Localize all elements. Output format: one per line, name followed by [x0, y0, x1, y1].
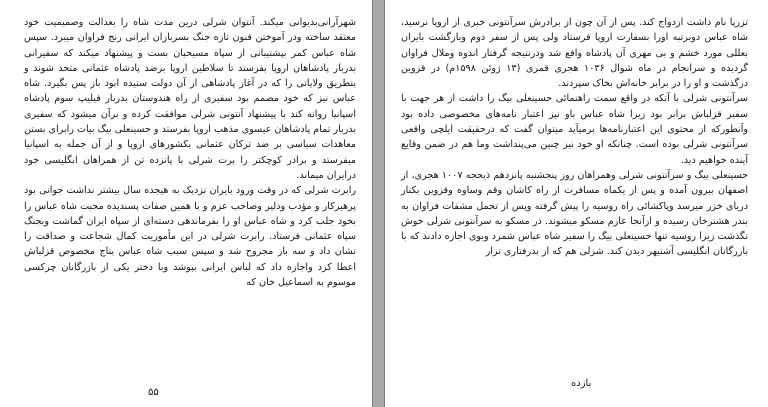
right-paragraph-1: تزرپا نام داشت ازدواج کند. پس از آن چون از برادرش سرآنتونی خبری از اروپا نرسید، شاه عباس دوبرتبه اورا بسفارت اروپا فرستاد ولی پس از سفر دوم وبازگشت بایران بعللی مورد خشم و بی مهری آن پادشاه واقع شد ودرنتیجه گرفتار اندوه وملال فراوان گردیده و سرانجام در ماه شوال ۱۰۳۶ هجری قمری (۱۳ ژوئن ۱۵۹۸م) در قزوین درگذشت و او را در برابر خانه‌اش بخاک سپردند. [401, 17, 748, 90]
right-page-text [401, 15, 748, 260]
right-paragraph-3: حسینعلی بیگ و سرآنتونی شرلی وهمراهان روز پنجشنبه پانزدهم ذیحجه ۱۰۰۷ هجری، از اصفهان بیرون آمده و پس از یکماه مسافرت از راه کاشان وقم وساوه وقزوین بکنار دریای خزر میرسد وپاکشائی راه روسیه را پیش گرفته وپس از تحمل مشقات فراوان به بندر هشترخان رسیده و ازآنجا عازم مسکو میشوند. در مسکو به سرآنتونی شرلی خوش نگذشت زیرا روسیه تنها حسینعلی بیگ را سفیر شاه عباس شمرد وبوی اجازه دادند که با بازرگانان انگلیسی آشتیهر دیدن کند. شرلی هم که از بدرفتاری تزار [401, 169, 748, 258]
left-page-text [24, 15, 356, 290]
right-page-number: بازده [571, 378, 592, 389]
right-paragraph-2: سرآنتونی شرلی با آنکه در واقع سمت راهنمائی حسینعلی بیگ را داشت از هر جهت با سفیر قزلباش برابر بود زیرا شاه عباس باو نیز اعتبار نامه‌های مخصوصی داده بود وآنطورکه از محتوی این اعتبارنامه‌ها برمیآید میتوان گفت که درحقیقت ایلچی واقعی سرآنتونی شرلی بوده است. چنانکه او خود نیز چنین می‌پنداشت وما هم در ضمن وقایع آینده خواهیم دید. [401, 93, 748, 166]
left-page-number: ۵۵ [148, 387, 159, 398]
left-paragraph-1: شهرآرانی‌بدیوانی میکند. آنتوان شرلی درین مدت شاه را بعدالت وصمیمیت خود معتقد ساخته ودر آموختن فنون تازه جنگ بسربازان ایرانی رنج فراوان میبرد. سپس شاه عباس کمر بپشتیبانی از سپاه مسیحیان بست و پیشنهاد میکند که سفیرانی بدربار پادشاهان اروپا بفرستد تا سلاطین اروپا برضد پادشاه عثمانی متحد شوند و بنطریق ولایاتی را که در آغاز پادشاهی از آن دولت ستیده ابود باز پس بگیرد. شاه عباس نیز که خود مصمم بود سفیری از راه هندوستان بدربار فیلیپ سوم پادشاه اسپانیا روانه کند با پیشنهاد آنتونی شرلی موافقت کرده و برآن میشود که سفیری بدربار تمام پادشاهان عیسوی مذهب اروپا بفرستد و حسینعلی بیگ بیات رابرای بستن معاهدات سیاسی بر ضد ترکان عثمانی بکشورهای اروپا و از آن جمله به اسپانیا میفرستد و برادر کوچکتر را برت شرلی با پانزده تن از همراهان انگلیسی خود درایران میماند. [24, 17, 356, 181]
right-page [384, 0, 768, 407]
left-page [0, 0, 373, 407]
left-paragraph-2: رابرت شرلی که در وقت ورود بایران نزدیک به هیجده سال بیشتر نداشت جوانی بود پرهیزکار و مؤدب ودلیر وصاحب عزم و با همین صفات پسندیده محبت شاه عباس را بخود جلب کرد و شاه عباس او را بفرماندهی دسته‌ای از سپاه ایران گماشت وبجنگ سپاه عثمانی فرستاد. رابرت شرلی در این مأموریت کمال شجاعت و صداقت را نشان داد و سه بار مجروح شد و سپس سبب شاه عباس بتاج مخصوص قزلباش اعطا کرد واجازه داد که لباس ایرانی بپوشد وبا دختر یکی از بازرگانان چرکسی موسوم به اسماعیل خان که [24, 185, 356, 289]
